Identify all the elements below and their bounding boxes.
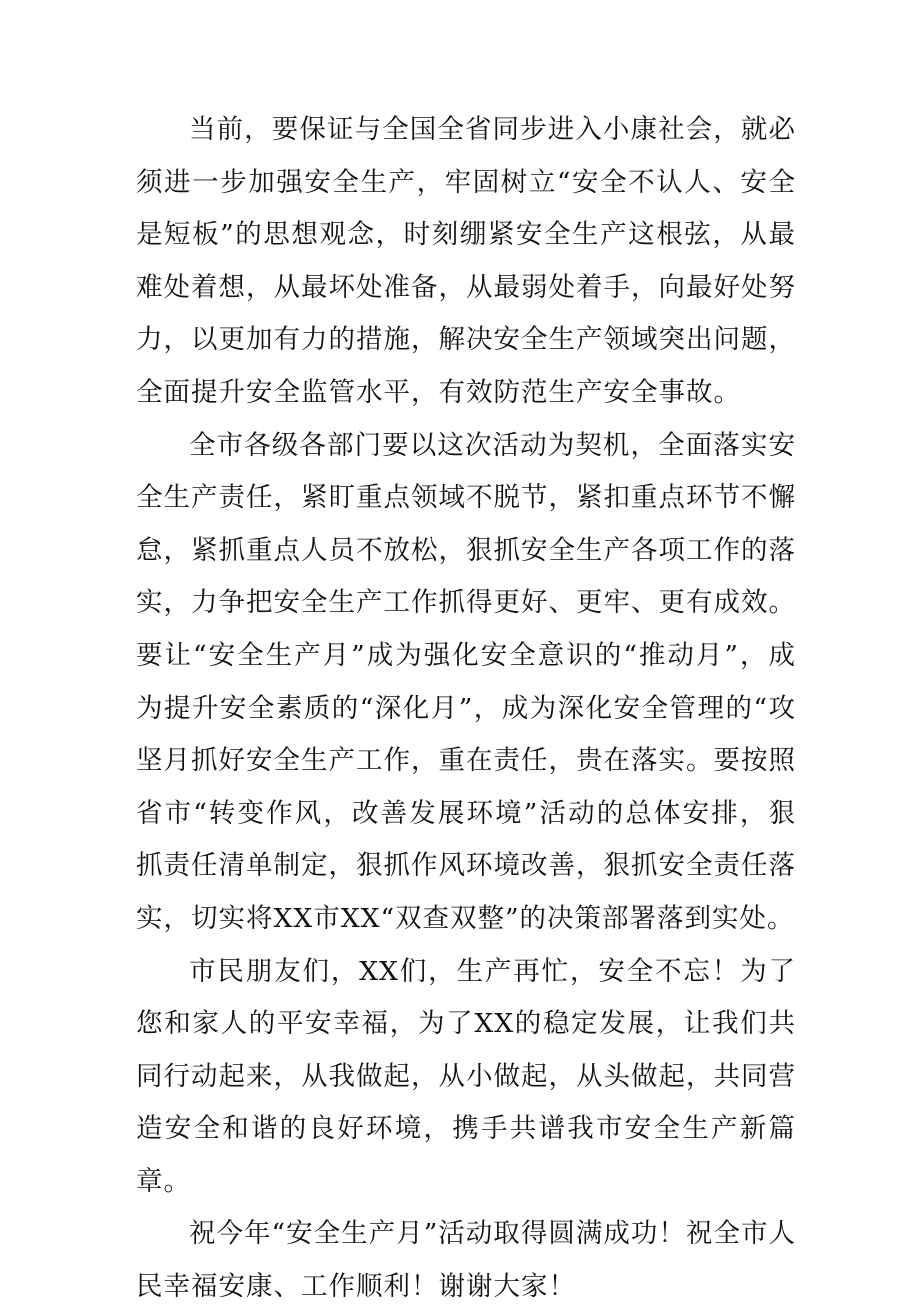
paragraph-3: 市民朋友们，XX们，生产再忙，安全不忘！为了您和家人的平安幸福，为了XX的稳定发展，让我们共同行动起来，从我做起，从小做起，从头做起，共同营造安全和谐的良好环境，携手共谱我市安全生产新篇章。 (136, 955, 796, 1197)
paragraph-2: 全市各级各部门要以这次活动为契机，全面落实安全生产责任，紧盯重点领域不脱节，紧扣重点环节不懈怠，紧抓重点人员不放松，狠抓安全生产各项工作的落实，力争把安全生产工作抓得更好、更牢、更有成效。要让“安全生产月”成为强化安全意识的“推动月”，成为提升安全素质的“深化月”，成为深化安全管理的“攻坚月抓好安全生产工作，重在责任，贵在落实。要按照省市“转变作风，改善发展环境”活动的总体安排，狠抓责任清单制定，狠抓作风环境改善，狠抓安全责任落实，切实将XX市XX“双查双整”的决策部署落到实处。 (136, 429, 796, 934)
paragraph-4: 祝今年“安全生产月”活动取得圆满成功！祝全市人民幸福安康、工作顺利！谢谢大家！ (136, 1218, 796, 1303)
paragraph-1: 当前，要保证与全国全省同步进入小康社会，就必须进一步加强安全生产，牢固树立“安全不认人、安全是短板”的思想观念，时刻绷紧安全生产这根弦，从最难处着想，从最坏处准备，从最弱处着手，向最好处努力，以更加有力的措施，解决安全生产领域突出问题，全面提升安全监管水平，有效防范生产安全事故。 (136, 114, 796, 408)
document-body (136, 104, 796, 1314)
